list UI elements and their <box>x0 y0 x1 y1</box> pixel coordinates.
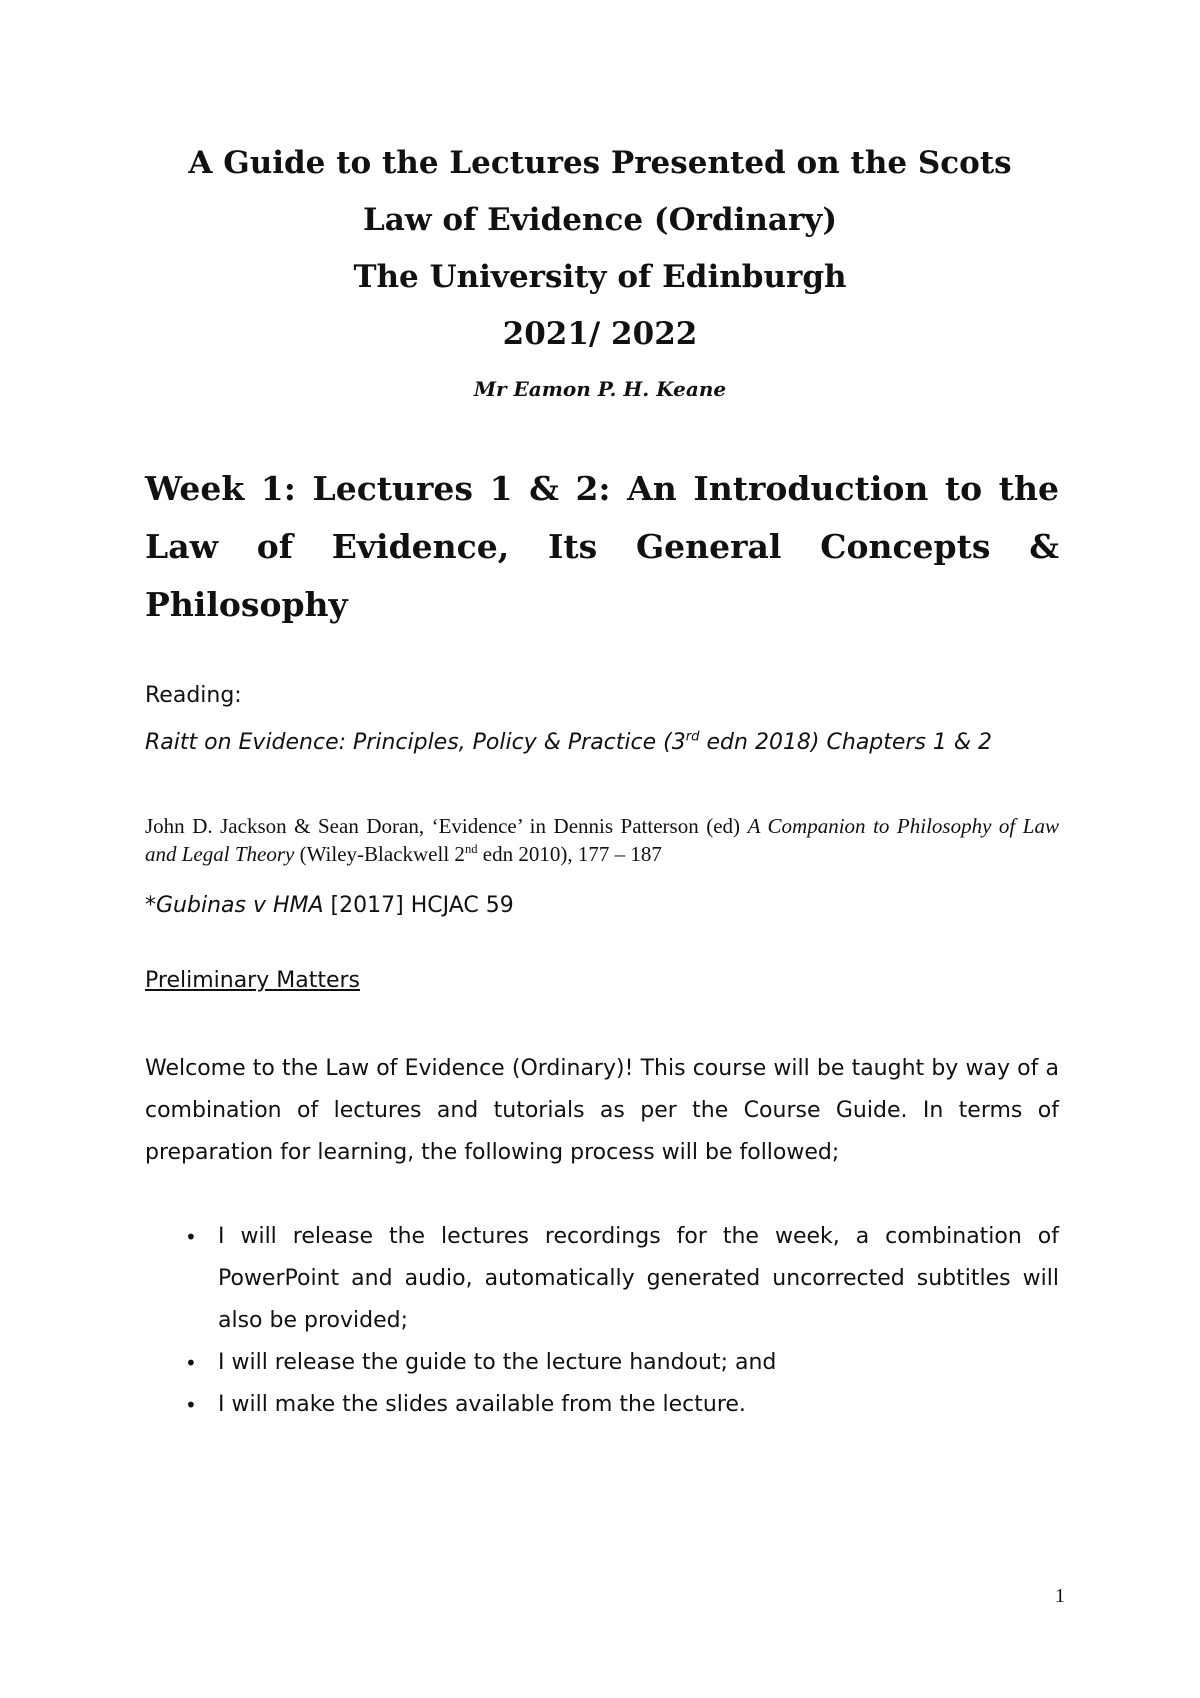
bullet-icon: • <box>185 1393 197 1417</box>
preliminary-heading: Preliminary Matters <box>145 968 360 993</box>
case-name: *Gubinas v HMA <box>145 893 324 918</box>
process-list <box>145 1216 1059 1426</box>
reading-item-2 <box>145 812 1059 868</box>
page-number: 1 <box>1055 1585 1065 1607</box>
list-item <box>145 1384 1059 1426</box>
list-item <box>145 1216 1059 1342</box>
title-line-3: The University of Edinburgh <box>353 259 847 295</box>
list-item <box>145 1342 1059 1384</box>
list-item-text: I will release the lectures recordings for the week, a combination of PowerPoint and audio, automatically generated uncorrected subtitles will also be provided; <box>218 1224 1059 1333</box>
reading-item-2-sup: nd <box>464 842 478 856</box>
reading-label: Reading: <box>145 683 242 708</box>
title-line-1: A Guide to the Lectures Presented on the Scots <box>188 145 1012 181</box>
reading-item-1-post: edn 2018) Chapters 1 & 2 <box>699 730 993 755</box>
title-line-4: 2021/ 2022 <box>502 316 698 352</box>
list-item-text: I will make the slides available from the lecture. <box>218 1392 746 1417</box>
reading-item-1 <box>145 722 1059 764</box>
week-heading: Week 1: Lectures 1 & 2: An Introduction to the Law of Evidence, Its General Concepts & Philosophy <box>145 469 1059 624</box>
reading-item-2-plain1: John D. Jackson & Sean Doran, ‘Evidence’ in Dennis Patterson (ed) <box>145 814 748 838</box>
intro-paragraph: Welcome to the Law of Evidence (Ordinary)! This course will be taught by way of a combination of lectures and tutorials as per the Course Guide. In terms of preparation for learning, the following process will be followed; <box>145 1056 1059 1165</box>
bullet-icon: • <box>185 1225 197 1249</box>
title-block <box>0 135 1200 401</box>
reading-item-2-plain2: (Wiley-Blackwell 2 <box>294 842 465 866</box>
list-item-text: I will release the guide to the lecture handout; and <box>218 1350 777 1375</box>
bullet-icon: • <box>185 1351 197 1375</box>
reading-item-2-title: A Companion to Philosophy of Law and Legal Theory <box>145 814 1059 866</box>
case-citation <box>145 893 514 918</box>
reading-item-1-pre: Raitt on Evidence: Principles, Policy & Practice (3 <box>145 730 686 755</box>
title-line-2: Law of Evidence (Ordinary) <box>362 202 837 238</box>
reading-item-1-sup: rd <box>685 729 700 745</box>
reading-item-2-plain3: edn 2010), 177 – 187 <box>477 842 662 866</box>
case-reference: [2017] HCJAC 59 <box>323 893 514 918</box>
author-name: Mr Eamon P. H. Keane <box>473 377 727 401</box>
